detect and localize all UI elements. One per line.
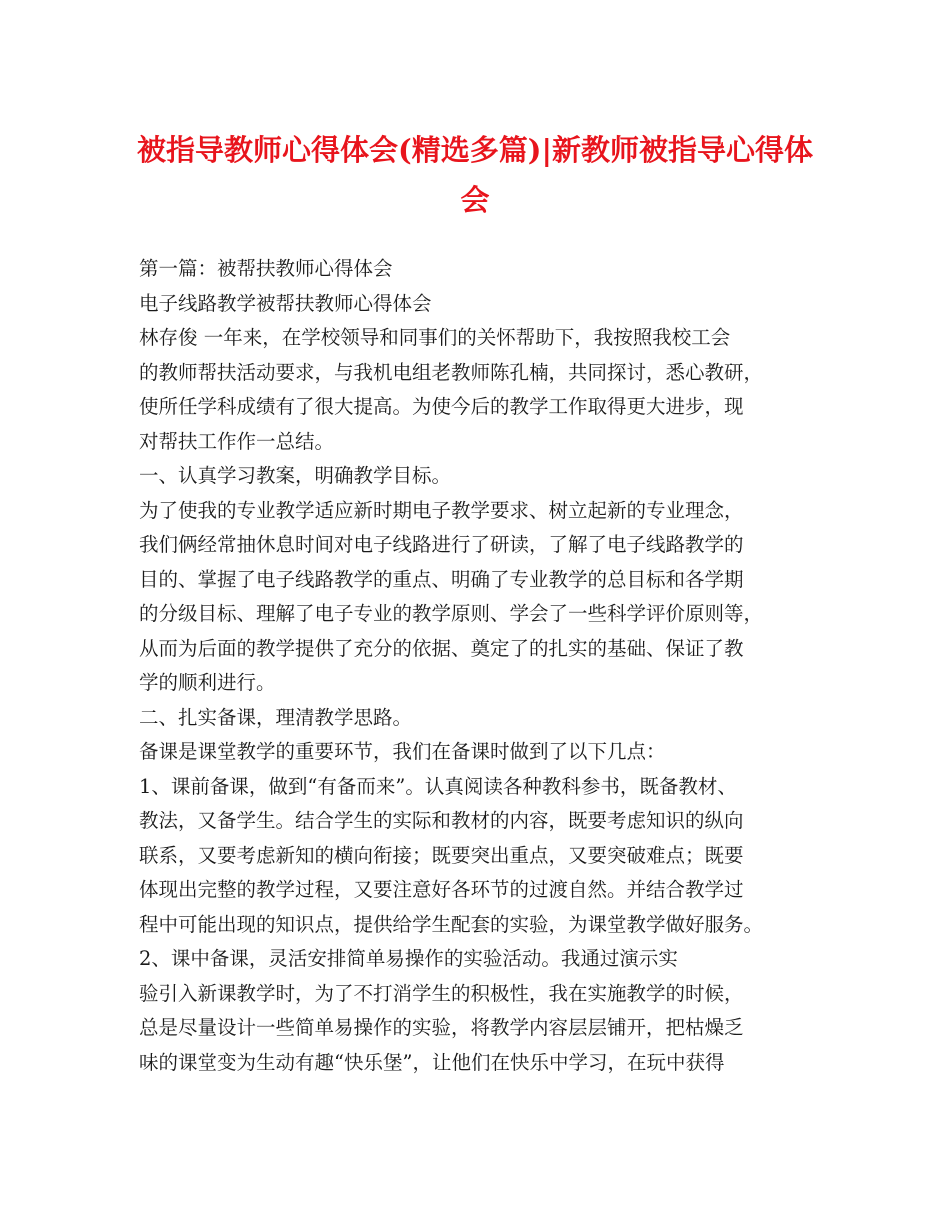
body-line: 第一篇：被帮扶教师心得体会	[139, 257, 393, 280]
title-line-1: 被指导教师心得体会(精选多篇)|新教师被指导心得体	[137, 133, 813, 167]
body-line: 1、课前备课，做到“有备而来”。认真阅读各种教科参书，既备教材、	[139, 774, 737, 798]
title-line-2: 会	[460, 183, 490, 217]
body-line: 2、课中备课，灵活安排简单易操作的实验活动。我通过演示实	[139, 947, 678, 970]
body-line: 对帮扶工作作一总结。	[139, 429, 335, 453]
document-body	[139, 252, 829, 1080]
body-line: 验引入新课教学时，为了不打消学生的积极性，我在实施教学的时候，	[139, 981, 744, 1005]
body-line: 使所任学科成绩有了很大提高。为使今后的教学工作取得更大进步，现	[139, 395, 744, 418]
body-line: 联系，又要考虑新知的横向衔接；既要突出重点，又要突破难点；既要	[139, 843, 744, 867]
body-line: 目的、掌握了电子线路教学的重点、明确了专业教学的总目标和各学期	[139, 567, 744, 591]
body-line: 味的课堂变为生动有趣“快乐堡”，让他们在快乐中学习，在玩中获得	[139, 1050, 725, 1074]
body-line: 林存俊 一年来，在学校领导和同事们的关怀帮助下，我按照我校工会	[139, 326, 731, 349]
body-line: 备课是课堂教学的重要环节，我们在备课时做到了以下几点：	[139, 740, 666, 763]
body-line: 我们俩经常抽休息时间对电子线路进行了研读，了解了电子线路教学的	[139, 533, 744, 556]
body-line: 为了使我的专业教学适应新时期电子教学要求、树立起新的专业理念，	[139, 498, 744, 522]
body-line: 程中可能出现的知识点，提供给学生配套的实验，为课堂教学做好服务。	[139, 912, 764, 936]
body-line: 总是尽量设计一些简单易操作的实验，将教学内容层层铺开，把枯燥乏	[139, 1016, 744, 1039]
body-line: 教法，又备学生。结合学生的实际和教材的内容，既要考虑知识的纵向	[139, 809, 744, 832]
document-title	[120, 125, 830, 225]
body-line: 的分级目标、理解了电子专业的教学原则、学会了一些科学评价原则等，	[139, 602, 764, 625]
body-line: 学的顺利进行。	[139, 671, 276, 694]
body-line: 电子线路教学被帮扶教师心得体会	[139, 291, 432, 315]
section-heading: 一、认真学习教案，明确教学目标。	[139, 464, 452, 487]
section-heading: 二、扎实备课，理清教学思路。	[139, 705, 413, 729]
body-line: 从而为后面的教学提供了充分的依据、奠定了的扎实的基础、保证了教	[139, 636, 744, 660]
body-line: 体现出完整的教学过程，又要注意好各环节的过渡自然。并结合教学过	[139, 878, 744, 901]
body-line: 的教师帮扶活动要求，与我机电组老教师陈孔楠，共同探讨，悉心教研，	[139, 360, 764, 384]
